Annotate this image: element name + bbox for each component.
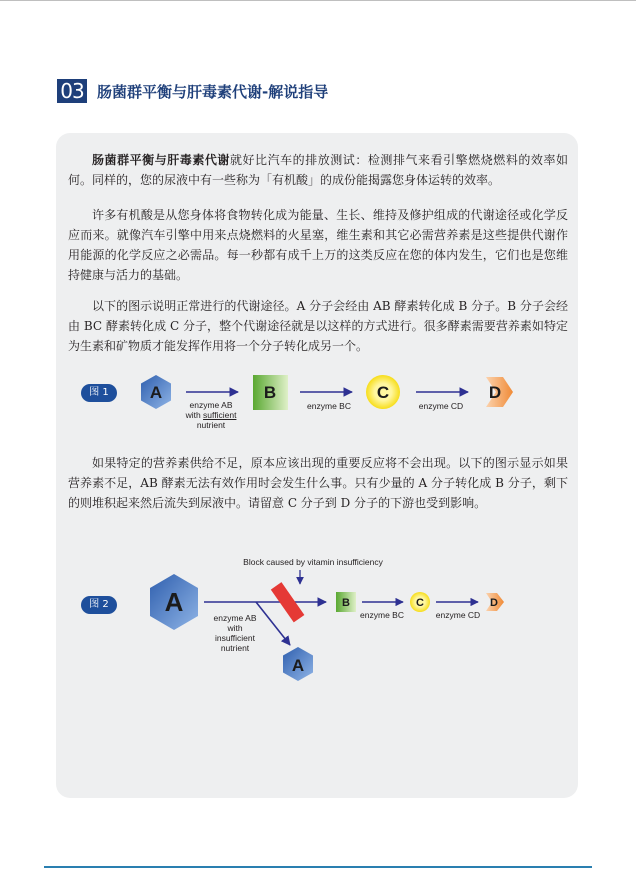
section-number: 03 bbox=[57, 79, 87, 103]
paragraph-intro-bold: 肠菌群平衡与肝毒素代谢 bbox=[92, 153, 230, 167]
figure1-label-ab-prefix: with bbox=[185, 410, 204, 420]
figure2-molecule-a-accumulated-letter: A bbox=[291, 656, 305, 675]
figure2-label-cd: enzyme CD bbox=[435, 610, 481, 620]
paragraph-organic-acids: 许多有机酸是从您身体将食物转化成为能量、生长、维持及修护组成的代谢途径或化学反应而来。就像汽车引擎中用来点烧燃料的火星塞，维生素和其它必需营养素是这些提供代谢作用能源的化学反应之必需品。每一秒都有成千上万的这类反应在您的体内发生，它们也是您维持健康与活力的基础。 bbox=[68, 208, 568, 282]
figure2-molecule-d-letter: D bbox=[490, 597, 498, 609]
figure1-molecule-a-letter: A bbox=[149, 383, 163, 402]
figure2-label-ab-line1: enzyme AB bbox=[213, 613, 257, 623]
figure2-molecule-d bbox=[486, 593, 504, 611]
figure1-label-cd: enzyme CD bbox=[418, 401, 464, 411]
figure1-label-bc: enzyme BC bbox=[307, 401, 351, 411]
figure2-label-ab-line2: with bbox=[227, 623, 243, 633]
section-title: 肠菌群平衡与肝毒素代谢-解说指导 bbox=[97, 82, 329, 101]
figure1-molecule-b-letter: B bbox=[263, 383, 277, 402]
figure1-badge: 图 1 bbox=[81, 384, 117, 402]
figure1-label-ab-line1: enzyme AB bbox=[189, 400, 233, 410]
paragraph-intro-rest: 就好比汽车的排放测试：检测排气来看引擎燃烧燃料的效率如何。同样的，您的尿液中有一些称为「有机酸」的成份能揭露您身体运转的效率。 bbox=[68, 153, 568, 187]
figure2-molecule-c bbox=[410, 592, 430, 612]
paragraph-insufficient: 如果特定的营养素供给不足，原本应该出现的重要反应将不会出现。以下的图示显示如果营养素不足，AB 酵素无法有效作用时会发生什么事。只有少量的 A 分子转化成 B 分子，剩下的则堆积起来然后流失到尿液中。请留意 C 分子到 D 分子的下游也受到影响。 bbox=[68, 456, 568, 510]
paragraph-normal-pathway: 以下的图示说明正常进行的代谢途径。A 分子会经由 AB 酵素转化成 B 分子。B 分子会经由 BC 酵素转化成 C 分子，整个代谢途径就是以这样的方式进行。很多酵素需要营养素如特定为生素和矿物质才能发挥作用将一个分子转化成另一个。 bbox=[68, 299, 568, 353]
figure1-label-ab-line3: nutrient bbox=[196, 420, 226, 430]
figure2-label-ab-line4: nutrient bbox=[220, 643, 250, 653]
figure2-molecule-a-large bbox=[150, 574, 198, 630]
figure2-block-caption: Block caused by vitamin insufficiency bbox=[243, 557, 383, 567]
figure2-badge: 图 2 bbox=[81, 596, 117, 614]
figure1-molecule-c-letter: C bbox=[376, 383, 390, 402]
figure2-molecule-a-large-letter: A bbox=[164, 587, 184, 617]
figure2-label-bc: enzyme BC bbox=[360, 610, 404, 620]
figure2-molecule-a-accumulated bbox=[283, 647, 313, 681]
figure2-label-ab-line3: insufficient bbox=[214, 633, 255, 643]
figure2-molecule-c-letter: C bbox=[416, 597, 424, 609]
figure2-molecule-b-letter: B bbox=[342, 597, 350, 609]
figure2-molecule-b bbox=[336, 592, 356, 612]
figure1-molecule-d-letter: D bbox=[488, 383, 502, 402]
figure2-label-ab bbox=[200, 613, 270, 653]
bottom-rule bbox=[44, 866, 592, 868]
figure1-label-ab-sufficient: sufficient bbox=[203, 410, 237, 420]
